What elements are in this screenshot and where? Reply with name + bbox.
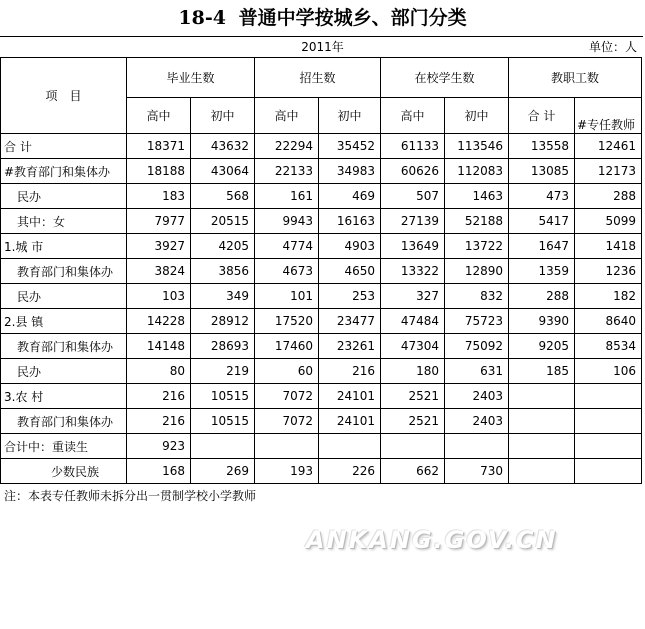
table-cell: 216 [127,409,191,434]
table-cell: 730 [445,459,509,484]
table-row [1,184,642,209]
table-cell: 226 [319,459,381,484]
table-cell: 13722 [445,234,509,259]
table-cell: 4650 [319,259,381,284]
table-cell: 3856 [191,259,255,284]
table-cell [445,434,509,459]
header-sub: 初中 [445,98,509,134]
header-staff: 教职工数 [509,58,642,98]
table-cell [509,459,575,484]
table-title-text: 普通中学按城乡、部门分类 [238,7,467,29]
table-cell: 12461 [575,134,642,159]
table-cell: 269 [191,459,255,484]
row-label: #教育部门和集体办 [1,159,127,184]
table-cell: 662 [381,459,445,484]
table-cell: 22133 [255,159,319,184]
table-cell: 469 [319,184,381,209]
table-cell: 43632 [191,134,255,159]
table-row [1,434,642,459]
header-sub: #专任教师 [575,98,642,134]
table-cell: 5099 [575,209,642,234]
header-enrollment: 招生数 [255,58,381,98]
table-cell: 9390 [509,309,575,334]
table-cell: 52188 [445,209,509,234]
table-cell: 1418 [575,234,642,259]
table-cell: 1647 [509,234,575,259]
table-cell: 80 [127,359,191,384]
table-cell: 14148 [127,334,191,359]
header-item: 项 目 [1,58,127,134]
table-cell: 16163 [319,209,381,234]
table-cell [509,434,575,459]
table-cell: 219 [191,359,255,384]
table-cell: 4774 [255,234,319,259]
table-cell: 4673 [255,259,319,284]
table-cell: 47304 [381,334,445,359]
header-sub: 初中 [191,98,255,134]
table-row [1,159,642,184]
table-cell: 13558 [509,134,575,159]
table-row [1,334,642,359]
table-cell [191,434,255,459]
table-cell: 28912 [191,309,255,334]
row-label: 民办 [1,284,127,309]
table-cell: 161 [255,184,319,209]
table-cell: 568 [191,184,255,209]
table-cell [575,459,642,484]
table-cell: 2521 [381,384,445,409]
table-row [1,134,642,159]
table-row [1,234,642,259]
row-label: 民办 [1,184,127,209]
table-cell: 101 [255,284,319,309]
table-cell: 9943 [255,209,319,234]
table-cell: 10515 [191,384,255,409]
table-cell [381,434,445,459]
table-cell: 631 [445,359,509,384]
table-cell: 3927 [127,234,191,259]
header-students: 在校学生数 [381,58,509,98]
row-label: 教育部门和集体办 [1,409,127,434]
table-cell: 180 [381,359,445,384]
table-cell [509,384,575,409]
table-row [1,259,642,284]
table-cell: 1463 [445,184,509,209]
table-cell: 182 [575,284,642,309]
table-row [1,309,642,334]
unit-label: 单位：人 [588,40,637,54]
table-cell: 2403 [445,409,509,434]
table-cell: 7072 [255,409,319,434]
watermark: ANKANG.GOV.CN [306,526,558,554]
table-cell: 13649 [381,234,445,259]
table-cell: 1359 [509,259,575,284]
table-cell: 20515 [191,209,255,234]
header-sub: 高中 [255,98,319,134]
header-graduates: 毕业生数 [127,58,255,98]
table-cell: 12890 [445,259,509,284]
row-label: 合计中：重读生 [1,434,127,459]
table-cell [575,384,642,409]
table-cell [509,409,575,434]
table-cell: 17460 [255,334,319,359]
table-row [1,359,642,384]
table-cell: 185 [509,359,575,384]
table-cell: 168 [127,459,191,484]
table-cell: 13322 [381,259,445,284]
table-title [0,0,645,36]
table-cell: 253 [319,284,381,309]
table-cell [575,409,642,434]
row-label: 2.县 镇 [1,309,127,334]
table-cell: 14228 [127,309,191,334]
table-row [1,284,642,309]
table-cell: 923 [127,434,191,459]
table-cell: 23477 [319,309,381,334]
table-cell: 183 [127,184,191,209]
table-cell: 9205 [509,334,575,359]
table-cell: 2403 [445,384,509,409]
table-cell: 28693 [191,334,255,359]
table-cell: 35452 [319,134,381,159]
table-cell: 8640 [575,309,642,334]
table-cell: 12173 [575,159,642,184]
table-cell: 10515 [191,409,255,434]
table-cell: 18371 [127,134,191,159]
sub-header [0,36,643,57]
row-label: 合 计 [1,134,127,159]
table-cell: 288 [575,184,642,209]
table-cell: 43064 [191,159,255,184]
table-cell: 8534 [575,334,642,359]
table-cell [319,434,381,459]
table-cell: 832 [445,284,509,309]
table-cell: 5417 [509,209,575,234]
table-cell: 18188 [127,159,191,184]
header-row-groups [1,58,642,98]
table-cell: 2521 [381,409,445,434]
table-cell: 60626 [381,159,445,184]
header-sub: 高中 [127,98,191,134]
table-cell: 23261 [319,334,381,359]
table-cell: 60 [255,359,319,384]
table-cell [575,434,642,459]
statistics-table [0,57,642,484]
row-label: 1.城 市 [1,234,127,259]
table-cell: 473 [509,184,575,209]
table-row [1,209,642,234]
row-label: 教育部门和集体办 [1,334,127,359]
table-cell: 61133 [381,134,445,159]
table-cell: 193 [255,459,319,484]
table-cell: 13085 [509,159,575,184]
table-cell: 1236 [575,259,642,284]
table-number: 18-4 [178,7,226,29]
table-cell: 216 [319,359,381,384]
table-cell: 4903 [319,234,381,259]
table-cell: 216 [127,384,191,409]
table-row [1,409,642,434]
table-cell: 75092 [445,334,509,359]
table-cell: 507 [381,184,445,209]
header-sub: 高中 [381,98,445,134]
header-sub: 合 计 [509,98,575,134]
row-label: 少数民族 [1,459,127,484]
table-cell: 327 [381,284,445,309]
table-cell: 22294 [255,134,319,159]
table-cell: 47484 [381,309,445,334]
row-label: 3.农 村 [1,384,127,409]
table-cell: 113546 [445,134,509,159]
table-cell: 17520 [255,309,319,334]
table-cell: 34983 [319,159,381,184]
table-cell: 24101 [319,409,381,434]
table-cell: 103 [127,284,191,309]
row-label: 教育部门和集体办 [1,259,127,284]
table-cell: 349 [191,284,255,309]
table-cell [255,434,319,459]
table-cell: 3824 [127,259,191,284]
table-cell: 7977 [127,209,191,234]
table-cell: 106 [575,359,642,384]
table-cell: 288 [509,284,575,309]
table-row [1,384,642,409]
table-cell: 27139 [381,209,445,234]
year-label: 2011年 [301,40,344,54]
row-label: 其中：女 [1,209,127,234]
header-sub: 初中 [319,98,381,134]
table-cell: 7072 [255,384,319,409]
table-cell: 75723 [445,309,509,334]
footnote: 注：本表专任教师未拆分出一贯制学校小学教师 [4,489,257,503]
row-label: 民办 [1,359,127,384]
table-cell: 24101 [319,384,381,409]
table-row [1,459,642,484]
table-cell: 4205 [191,234,255,259]
table-cell: 112083 [445,159,509,184]
